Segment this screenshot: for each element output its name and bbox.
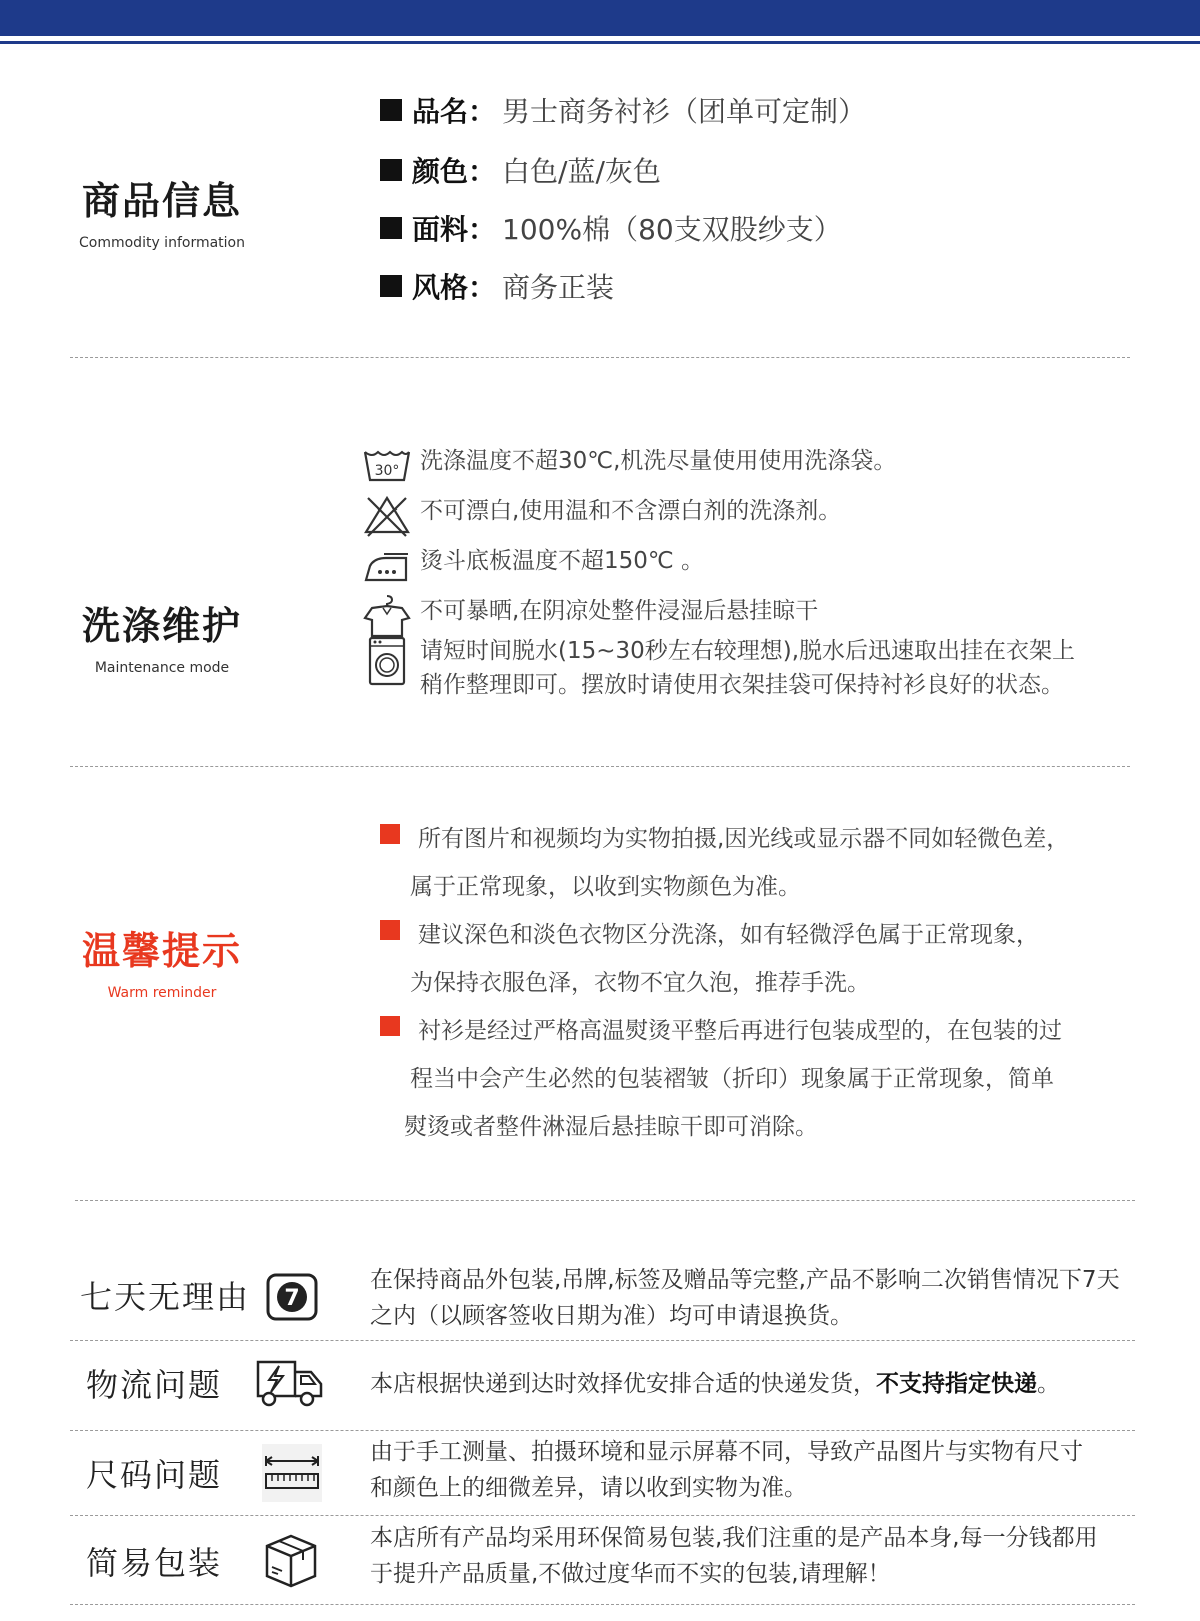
care-text: 不可漂白,使用温和不含漂白剂的洗涤剂。 [420,498,842,524]
service-text-return [370,1262,1130,1334]
service-divider [70,1515,1135,1516]
product-info-heading [42,170,282,251]
service-line: 本店所有产品均采用环保简易包装,我们注重的是产品本身,每一分钱都用 [370,1525,1098,1551]
section-divider [75,1200,1135,1201]
care-text: 洗涤温度不超30℃,机洗尽量使用使用洗涤袋。 [420,448,897,474]
top-rule [0,41,1200,44]
tip-line: 所有图片和视频均为实物拍摄,因光线或显示器不同如轻微色差， [418,826,1070,852]
tip-line: 衬衫是经过严格高温熨烫平整后再进行包装成型的，在包装的过 [418,1018,1062,1044]
care-text: 不可暴晒,在阴凉处整件浸湿后悬挂晾干 [420,598,819,624]
care-text-block [420,634,1075,702]
tip-line: 程当中会产生必然的包装褶皱（折印）现象属于正常现象，简单 [410,1066,1054,1092]
delivery-truck-icon [255,1358,325,1412]
bullet-square [380,159,402,181]
tips-title: 温馨提示 [81,929,242,973]
svg-text:7: 7 [284,1286,300,1311]
service-line: 由于手工测量、拍摄环境和显示屏幕不同，导致产品图片与实物有尺寸 [370,1439,1083,1465]
washing-machine-icon [362,634,412,690]
info-value: 男士商务衬衫（团单可定制） [502,95,867,128]
hang-dry-icon [362,594,412,638]
bullet-square [380,99,402,121]
tip-line: 建议深色和淡色衣物区分洗涤，如有轻微浮色属于正常现象， [418,922,1039,948]
bullet-square [380,217,402,239]
service-title-packaging: 简易包装 [86,1544,223,1582]
service-line: 本店根据快递到达时效择优安排合适的快递发货， [370,1371,876,1397]
info-label: 风格： [412,271,497,304]
care-subtitle: Maintenance mode [94,660,230,676]
tip-bullet [380,824,400,844]
care-text: 请短时间脱水(15~30秒左右较理想),脱水后迅速取出挂在衣架上 [420,638,1076,664]
care-item-wash [362,444,896,488]
service-divider [70,1430,1135,1431]
service-line: 和颜色上的细微差异，请以收到实物为准。 [370,1475,807,1501]
section-divider [70,766,1130,767]
care-item-spin [362,634,1075,702]
info-row-fabric [380,208,842,248]
care-item-bleach [362,494,841,538]
service-line-end: 。 [1037,1371,1060,1397]
info-row-name [380,90,866,130]
seven-day-icon [265,1272,319,1326]
care-item-dry [362,594,818,638]
tip-bullet [380,920,400,940]
info-row-color [380,150,661,190]
ruler-icon [260,1442,324,1508]
service-text-size [370,1434,1130,1506]
section-divider [70,357,1130,358]
tip-line: 属于正常现象，以收到实物颜色为准。 [410,874,801,900]
tip-line: 熨烫或者整件淋湿后悬挂晾干即可消除。 [404,1114,818,1140]
iron-icon [362,544,412,588]
info-label: 颜色： [412,155,497,188]
info-row-style [380,266,614,306]
service-text-logistics [370,1366,1130,1402]
service-line-bold: 不支持指定快递 [876,1371,1037,1397]
tips-heading [42,920,282,1001]
info-label: 品名： [412,95,497,128]
service-title-logistics: 物流问题 [86,1366,223,1404]
service-line: 在保持商品外包装,吊牌,标签及赠品等完整,产品不影响二次销售情况下7天 [370,1267,1120,1293]
care-heading [42,595,282,676]
info-value: 商务正装 [502,271,615,304]
service-line: 之内（以顾客签收日期为准）均可申请退换货。 [370,1303,853,1329]
info-value: 100%棉（80支双股纱支） [502,213,842,246]
service-divider [70,1340,1135,1341]
top-banner [0,0,1200,36]
service-title-return: 七天无理由 [80,1278,251,1316]
service-divider [70,1604,1135,1605]
tips-subtitle: Warm reminder [107,985,217,1001]
care-item-iron [362,544,704,588]
product-info-subtitle: Commodity information [79,235,245,251]
service-text-packaging [370,1520,1130,1592]
service-line: 于提升产品质量,不做过度华而不实的包装,请理解！ [370,1561,891,1587]
tip-line: 为保持衣服色泽，衣物不宜久泡，推荐手洗。 [410,970,870,996]
product-info-title: 商品信息 [81,179,242,223]
package-box-icon [262,1532,320,1594]
care-text: 稍作整理即可。摆放时请使用衣架挂袋可保持衬衫良好的状态。 [420,672,1064,698]
wash-30-icon [362,444,412,488]
care-title: 洗涤维护 [81,604,242,648]
no-bleach-icon [362,494,412,538]
svg-text:30°: 30° [374,463,400,479]
info-value: 白色/蓝/灰色 [502,155,661,188]
care-text: 烫斗底板温度不超150℃ 。 [420,548,705,574]
info-label: 面料： [412,213,497,246]
tip-bullet [380,1016,400,1036]
service-title-size: 尺码问题 [86,1456,223,1494]
bullet-square [380,275,402,297]
